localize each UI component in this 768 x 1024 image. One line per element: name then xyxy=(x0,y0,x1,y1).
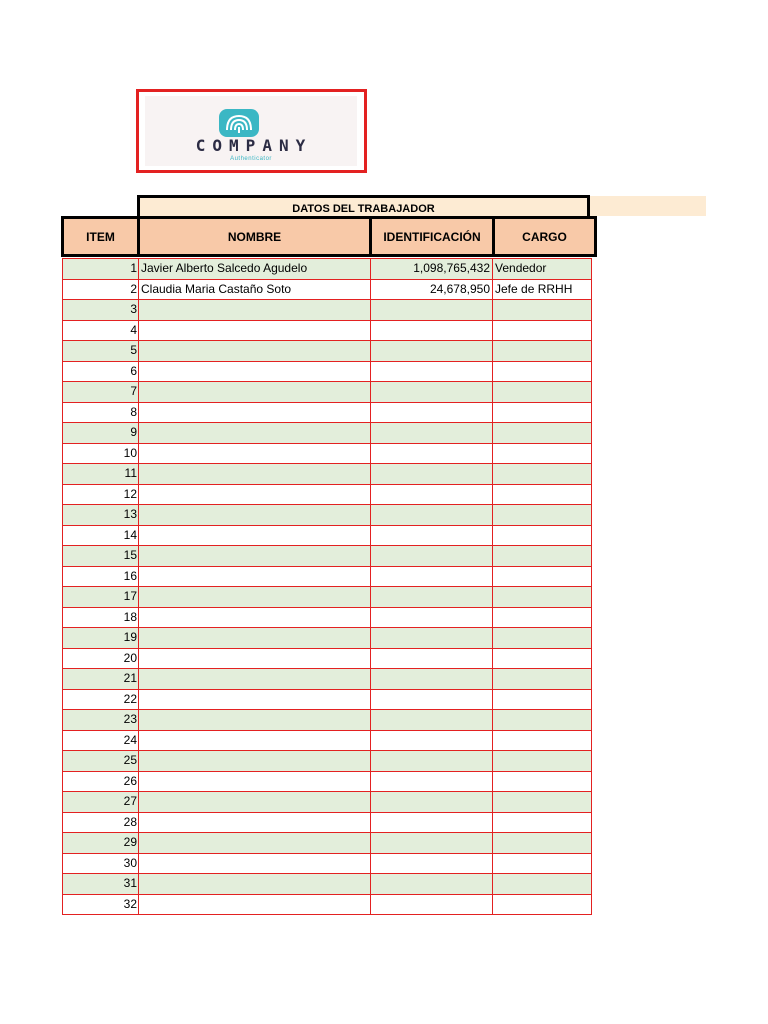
table-row xyxy=(63,812,592,833)
cell-identificacion[interactable]: 1,098,765,432 xyxy=(371,259,493,280)
cell-identificacion[interactable] xyxy=(371,566,493,587)
cell-item[interactable]: 18 xyxy=(63,607,139,628)
cell-item[interactable]: 32 xyxy=(63,894,139,915)
table-row xyxy=(63,874,592,895)
cell-item[interactable]: 23 xyxy=(63,710,139,731)
cell-identificacion[interactable] xyxy=(371,402,493,423)
cell-cargo[interactable] xyxy=(493,812,592,833)
cell-nombre[interactable] xyxy=(139,710,371,731)
cell-nombre[interactable] xyxy=(139,423,371,444)
cell-cargo[interactable] xyxy=(493,792,592,813)
table-row xyxy=(63,648,592,669)
cell-nombre[interactable] xyxy=(139,402,371,423)
cell-identificacion[interactable] xyxy=(371,587,493,608)
cell-item[interactable]: 21 xyxy=(63,669,139,690)
cell-item[interactable]: 26 xyxy=(63,771,139,792)
cell-cargo[interactable] xyxy=(493,587,592,608)
column-header-identificacion: IDENTIFICACIÓN xyxy=(372,219,495,254)
cell-item[interactable]: 14 xyxy=(63,525,139,546)
fingerprint-icon xyxy=(217,108,261,138)
cell-identificacion[interactable]: 24,678,950 xyxy=(371,279,493,300)
table-row xyxy=(63,300,592,321)
cell-cargo[interactable] xyxy=(493,771,592,792)
cell-identificacion[interactable] xyxy=(371,484,493,505)
cell-item[interactable]: 20 xyxy=(63,648,139,669)
cell-identificacion[interactable] xyxy=(371,730,493,751)
table-row xyxy=(63,628,592,649)
cell-cargo[interactable] xyxy=(493,689,592,710)
cell-identificacion[interactable] xyxy=(371,648,493,669)
cell-identificacion[interactable] xyxy=(371,710,493,731)
cell-item[interactable]: 9 xyxy=(63,423,139,444)
table-row xyxy=(63,710,592,731)
cell-nombre[interactable] xyxy=(139,320,371,341)
cell-item[interactable]: 24 xyxy=(63,730,139,751)
cell-nombre[interactable] xyxy=(139,607,371,628)
table-row xyxy=(63,464,592,485)
company-logo-frame xyxy=(136,89,367,173)
cell-cargo[interactable] xyxy=(493,402,592,423)
table-row xyxy=(63,525,592,546)
table-row xyxy=(63,833,592,854)
cell-item[interactable]: 10 xyxy=(63,443,139,464)
cell-cargo[interactable] xyxy=(493,874,592,895)
cell-cargo[interactable] xyxy=(493,484,592,505)
cell-item[interactable]: 12 xyxy=(63,484,139,505)
cell-item[interactable]: 28 xyxy=(63,812,139,833)
cell-nombre[interactable] xyxy=(139,587,371,608)
cell-cargo[interactable] xyxy=(493,751,592,772)
cell-cargo[interactable] xyxy=(493,648,592,669)
table-row xyxy=(63,689,592,710)
cell-cargo[interactable] xyxy=(493,423,592,444)
table-row xyxy=(63,361,592,382)
cell-nombre[interactable] xyxy=(139,874,371,895)
cell-cargo[interactable] xyxy=(493,361,592,382)
cell-cargo[interactable] xyxy=(493,669,592,690)
cell-cargo[interactable] xyxy=(493,730,592,751)
cell-identificacion[interactable] xyxy=(371,546,493,567)
cell-nombre[interactable] xyxy=(139,443,371,464)
cell-nombre[interactable] xyxy=(139,546,371,567)
cell-item[interactable]: 5 xyxy=(63,341,139,362)
table-row xyxy=(63,484,592,505)
cell-identificacion[interactable] xyxy=(371,669,493,690)
cell-item[interactable]: 22 xyxy=(63,689,139,710)
cell-identificacion[interactable] xyxy=(371,792,493,813)
cell-nombre[interactable] xyxy=(139,341,371,362)
company-logo xyxy=(145,96,357,166)
cell-cargo[interactable] xyxy=(493,894,592,915)
cell-cargo[interactable] xyxy=(493,628,592,649)
column-header-nombre: NOMBRE xyxy=(140,219,372,254)
cell-item[interactable]: 19 xyxy=(63,628,139,649)
cell-cargo[interactable]: Jefe de RRHH xyxy=(493,279,592,300)
cell-cargo[interactable] xyxy=(493,525,592,546)
table-row xyxy=(63,402,592,423)
cell-identificacion[interactable] xyxy=(371,689,493,710)
cell-cargo[interactable] xyxy=(493,300,592,321)
cell-identificacion[interactable] xyxy=(371,853,493,874)
cell-cargo[interactable] xyxy=(493,505,592,526)
cell-nombre[interactable] xyxy=(139,648,371,669)
table-row xyxy=(63,607,592,628)
cell-cargo[interactable] xyxy=(493,341,592,362)
cell-cargo[interactable] xyxy=(493,710,592,731)
cell-cargo[interactable]: Vendedor xyxy=(493,259,592,280)
table-row xyxy=(63,423,592,444)
cell-identificacion[interactable] xyxy=(371,505,493,526)
column-header-cargo: CARGO xyxy=(522,229,567,244)
cell-nombre[interactable] xyxy=(139,792,371,813)
cell-nombre[interactable] xyxy=(139,730,371,751)
company-tagline: Authenticator xyxy=(230,156,272,162)
cell-identificacion[interactable] xyxy=(371,361,493,382)
cell-item[interactable]: 25 xyxy=(63,751,139,772)
cell-nombre[interactable] xyxy=(139,771,371,792)
cell-cargo[interactable] xyxy=(493,833,592,854)
table-row xyxy=(63,382,592,403)
cell-item[interactable]: 29 xyxy=(63,833,139,854)
cell-identificacion[interactable] xyxy=(371,894,493,915)
cell-nombre[interactable] xyxy=(139,689,371,710)
cell-item[interactable]: 11 xyxy=(63,464,139,485)
cell-identificacion[interactable] xyxy=(371,751,493,772)
cell-item[interactable]: 13 xyxy=(63,505,139,526)
cell-item[interactable]: 15 xyxy=(63,546,139,567)
cell-nombre[interactable]: Javier Alberto Salcedo Agudelo xyxy=(139,259,371,280)
table-row xyxy=(63,443,592,464)
table-row xyxy=(63,587,592,608)
cell-identificacion[interactable] xyxy=(371,874,493,895)
cell-item[interactable]: 3 xyxy=(63,300,139,321)
table-row xyxy=(63,730,592,751)
cell-nombre[interactable] xyxy=(139,628,371,649)
cell-cargo[interactable] xyxy=(493,320,592,341)
cell-nombre[interactable] xyxy=(139,382,371,403)
company-wordmark: COMPANY xyxy=(195,136,313,155)
table-row xyxy=(63,669,592,690)
cell-nombre[interactable] xyxy=(139,833,371,854)
cell-identificacion[interactable] xyxy=(371,464,493,485)
cell-item[interactable]: 1 xyxy=(63,259,139,280)
cell-identificacion[interactable] xyxy=(371,300,493,321)
group-header: DATOS DEL TRABAJADOR xyxy=(137,195,590,217)
cell-identificacion[interactable] xyxy=(371,812,493,833)
cell-identificacion[interactable] xyxy=(371,320,493,341)
cell-identificacion[interactable] xyxy=(371,423,493,444)
cell-cargo[interactable] xyxy=(493,853,592,874)
cell-item[interactable]: 6 xyxy=(63,361,139,382)
cell-nombre[interactable] xyxy=(139,361,371,382)
table-row xyxy=(63,546,592,567)
cell-cargo[interactable] xyxy=(493,546,592,567)
cell-identificacion[interactable] xyxy=(371,341,493,362)
worker-table xyxy=(62,258,592,915)
cell-item[interactable]: 2 xyxy=(63,279,139,300)
cell-nombre[interactable] xyxy=(139,669,371,690)
cell-identificacion[interactable] xyxy=(371,628,493,649)
cell-cargo[interactable] xyxy=(493,464,592,485)
cell-nombre[interactable] xyxy=(139,812,371,833)
table-row xyxy=(63,771,592,792)
cell-item[interactable]: 31 xyxy=(63,874,139,895)
table-row xyxy=(63,894,592,915)
cell-nombre[interactable] xyxy=(139,484,371,505)
table-row xyxy=(63,505,592,526)
cell-item[interactable]: 30 xyxy=(63,853,139,874)
cell-nombre[interactable] xyxy=(139,300,371,321)
cell-identificacion[interactable] xyxy=(371,607,493,628)
cell-nombre[interactable]: Claudia Maria Castaño Soto xyxy=(139,279,371,300)
table-row xyxy=(63,751,592,772)
cell-item[interactable]: 7 xyxy=(63,382,139,403)
cell-nombre[interactable] xyxy=(139,853,371,874)
table-row xyxy=(63,853,592,874)
cell-cargo[interactable] xyxy=(493,443,592,464)
cell-nombre[interactable] xyxy=(139,525,371,546)
table-row xyxy=(63,792,592,813)
cell-nombre[interactable] xyxy=(139,894,371,915)
table-row xyxy=(63,279,592,300)
column-header-item: ITEM xyxy=(64,219,140,254)
cell-identificacion[interactable] xyxy=(371,771,493,792)
cell-identificacion[interactable] xyxy=(371,443,493,464)
cell-nombre[interactable] xyxy=(139,566,371,587)
cell-cargo[interactable] xyxy=(493,566,592,587)
cell-nombre[interactable] xyxy=(139,505,371,526)
cell-item[interactable]: 16 xyxy=(63,566,139,587)
cell-item[interactable]: 27 xyxy=(63,792,139,813)
cell-cargo[interactable] xyxy=(493,607,592,628)
cell-identificacion[interactable] xyxy=(371,525,493,546)
cell-nombre[interactable] xyxy=(139,464,371,485)
cell-item[interactable]: 8 xyxy=(63,402,139,423)
table-row xyxy=(63,566,592,587)
column-headers xyxy=(61,216,597,257)
cell-item[interactable]: 4 xyxy=(63,320,139,341)
cell-item[interactable]: 17 xyxy=(63,587,139,608)
table-row xyxy=(63,259,592,280)
cell-cargo[interactable] xyxy=(493,382,592,403)
table-row xyxy=(63,320,592,341)
cell-nombre[interactable] xyxy=(139,751,371,772)
cell-identificacion[interactable] xyxy=(371,833,493,854)
cell-identificacion[interactable] xyxy=(371,382,493,403)
table-row xyxy=(63,341,592,362)
